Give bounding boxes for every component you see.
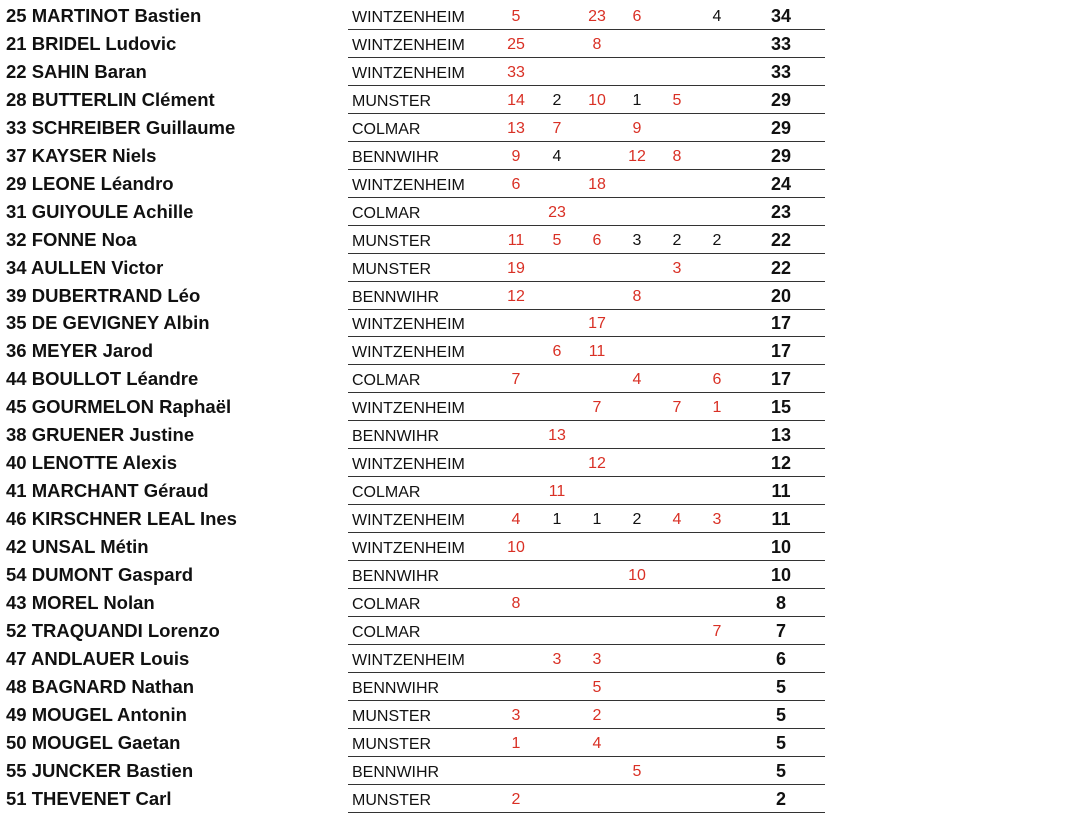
table-row [0, 115, 830, 143]
total-points: 10 [770, 537, 792, 558]
total-points: 22 [770, 257, 792, 278]
total-points: 33 [770, 33, 792, 54]
total-points: 34 [770, 6, 792, 26]
row-divider [348, 784, 825, 785]
club-name: WINTZENHEIM [352, 64, 465, 82]
points-cell: 33 [507, 63, 525, 81]
total-points: 20 [770, 285, 792, 306]
points-cell: 2 [592, 706, 602, 724]
club-name: COLMAR [352, 204, 421, 222]
athlete-name: 54 DUMONT Gaspard [6, 564, 194, 585]
points-cell: 1 [712, 399, 722, 417]
row-divider [348, 728, 825, 729]
table-row [0, 31, 830, 59]
points-cell: 14 [507, 91, 525, 109]
points-cell: 7 [712, 622, 722, 640]
row-divider [348, 225, 825, 226]
table-row [0, 199, 830, 227]
total-points: 29 [770, 145, 792, 166]
points-cell: 8 [672, 147, 682, 165]
points-cell: 4 [552, 147, 562, 165]
athlete-name: 29 LEONE Léandro [6, 172, 174, 194]
total-points: 29 [770, 117, 792, 138]
athlete-name: 34 AULLEN Victor [6, 256, 164, 278]
athlete-name: 44 BOULLOT Léandre [6, 368, 199, 390]
athlete-name: 32 FONNE Noa [6, 228, 137, 250]
points-cell: 8 [592, 35, 602, 53]
club-name: WINTZENHEIM [352, 316, 465, 334]
club-name: MUNSTER [352, 735, 432, 753]
points-cell: 5 [552, 231, 562, 249]
points-cell: 4 [672, 511, 682, 529]
total-points: 24 [770, 173, 792, 194]
row-divider [348, 113, 825, 114]
club-name: MUNSTER [352, 232, 432, 250]
athlete-name: 51 THEVENET Carl [6, 787, 172, 809]
points-cell: 6 [632, 8, 642, 25]
athlete-name: 55 JUNCKER Bastien [6, 759, 194, 781]
table-row [0, 506, 830, 534]
club-name: WINTZENHEIM [352, 400, 465, 418]
club-name: COLMAR [352, 120, 421, 138]
total-points: 17 [770, 369, 792, 390]
row-divider [348, 560, 825, 561]
table-row [0, 422, 830, 450]
club-name: MUNSTER [352, 707, 432, 725]
table-row [0, 59, 830, 87]
points-cell: 2 [712, 231, 722, 249]
points-cell: 4 [511, 511, 521, 529]
total-points: 11 [771, 481, 791, 502]
club-name: COLMAR [352, 372, 421, 390]
points-cell: 12 [507, 287, 525, 305]
total-points: 5 [775, 760, 786, 781]
row-divider [348, 197, 825, 198]
total-points: 6 [775, 648, 786, 669]
athlete-name: 48 BAGNARD Nathan [6, 675, 195, 697]
row-divider [348, 588, 825, 589]
row-divider [348, 700, 825, 701]
total-points: 8 [775, 592, 786, 613]
points-cell: 1 [632, 91, 642, 109]
table-row [0, 674, 830, 702]
points-cell: 5 [592, 678, 602, 696]
points-cell: 10 [628, 567, 646, 584]
club-name: WINTZENHEIM [352, 344, 465, 362]
points-cell: 11 [548, 483, 566, 501]
total-points: 17 [770, 341, 792, 362]
club-name: MUNSTER [352, 260, 432, 278]
row-divider [348, 141, 825, 142]
row-divider [348, 616, 825, 617]
club-name: WINTZENHEIM [352, 651, 465, 669]
row-divider [348, 420, 825, 421]
athlete-name: 25 MARTINOT Bastien [6, 5, 202, 26]
athlete-name: 38 GRUENER Justine [6, 424, 195, 446]
athlete-name: 52 TRAQUANDI Lorenzo [6, 619, 220, 641]
total-points: 11 [771, 509, 791, 530]
athlete-name: 42 UNSAL Métin [6, 536, 149, 558]
points-cell: 23 [548, 203, 566, 221]
table-row [0, 87, 830, 115]
athlete-name: 36 MEYER Jarod [6, 340, 154, 362]
total-points: 33 [770, 61, 792, 82]
club-name: MUNSTER [352, 92, 432, 110]
total-points: 22 [770, 229, 792, 250]
table-row [0, 338, 830, 366]
table-row [0, 618, 830, 646]
total-points: 10 [770, 565, 792, 585]
athlete-name: 21 BRIDEL Ludovic [6, 32, 177, 54]
points-cell: 19 [507, 259, 525, 277]
points-cell: 7 [511, 371, 521, 389]
points-cell: 4 [592, 734, 602, 752]
club-name: BENNWIHR [352, 148, 440, 166]
points-cell: 2 [552, 91, 562, 109]
points-cell: 25 [507, 35, 525, 53]
table-row [0, 758, 830, 786]
table-row [0, 310, 830, 338]
points-cell: 3 [632, 231, 642, 249]
row-divider [348, 392, 825, 393]
athlete-name: 31 GUIYOULE Achille [6, 200, 194, 222]
row-divider [348, 253, 825, 254]
athlete-name: 28 BUTTERLIN Clément [6, 88, 215, 110]
athlete-name: 45 GOURMELON Raphaël [6, 396, 232, 418]
club-name: BENNWIHR [352, 288, 440, 306]
points-cell: 1 [511, 734, 521, 752]
table-row [0, 143, 830, 171]
row-divider [348, 532, 825, 533]
row-divider [348, 85, 825, 86]
row-divider [348, 309, 825, 310]
table-row [0, 478, 830, 506]
table-row [0, 3, 830, 31]
points-cell: 7 [592, 399, 602, 417]
athlete-name: 22 SAHIN Baran [6, 60, 147, 82]
athlete-name: 47 ANDLAUER Louis [6, 647, 190, 669]
points-cell: 10 [588, 91, 606, 109]
points-cell: 17 [588, 315, 606, 333]
total-points: 15 [770, 397, 792, 418]
table-row [0, 702, 830, 730]
total-points: 13 [770, 425, 792, 446]
athlete-name: 39 DUBERTRAND Léo [6, 284, 201, 306]
points-cell: 3 [552, 650, 562, 668]
points-cell: 3 [592, 650, 602, 668]
row-divider [348, 756, 825, 757]
points-cell: 5 [672, 91, 682, 109]
club-name: MUNSTER [352, 791, 432, 809]
row-divider [348, 336, 825, 337]
table-row [0, 590, 830, 618]
table-row [0, 394, 830, 422]
table-row [0, 562, 830, 590]
total-points: 7 [775, 620, 786, 641]
row-divider [348, 281, 825, 282]
points-cell: 3 [511, 706, 521, 724]
athlete-name: 43 MOREL Nolan [6, 591, 155, 613]
points-cell: 23 [588, 8, 606, 25]
total-points: 12 [770, 453, 792, 474]
points-cell: 3 [712, 511, 722, 529]
points-cell: 11 [588, 343, 606, 361]
athlete-name: 49 MOUGEL Antonin [6, 703, 187, 725]
row-divider [348, 364, 825, 365]
table-row [0, 366, 830, 394]
club-name: COLMAR [352, 484, 421, 502]
athlete-name: 40 LENOTTE Alexis [6, 452, 178, 474]
points-cell: 7 [552, 119, 562, 137]
club-name: COLMAR [352, 623, 421, 641]
club-name: WINTZENHEIM [352, 176, 465, 194]
total-points: 29 [770, 89, 792, 110]
points-cell: 10 [507, 539, 525, 557]
row-divider [348, 812, 825, 813]
table-row [0, 450, 830, 478]
points-cell: 2 [632, 511, 642, 529]
points-cell: 1 [592, 511, 602, 529]
points-cell: 12 [628, 147, 646, 165]
club-name: BENNWIHR [352, 763, 440, 781]
club-name: WINTZENHEIM [352, 540, 465, 558]
table-row [0, 786, 830, 814]
points-cell: 5 [511, 8, 521, 25]
row-divider [348, 169, 825, 170]
table-row [0, 730, 830, 758]
points-cell: 8 [511, 594, 521, 612]
points-cell: 2 [511, 790, 521, 808]
club-name: WINTZENHEIM [352, 456, 465, 474]
club-name: WINTZENHEIM [352, 9, 465, 26]
points-cell: 11 [507, 231, 525, 249]
table-row [0, 171, 830, 199]
row-divider [348, 476, 825, 477]
total-points: 17 [770, 313, 792, 334]
points-cell: 6 [712, 371, 722, 389]
athlete-name: 37 KAYSER Niels [6, 144, 157, 166]
row-divider [348, 672, 825, 673]
row-divider [348, 644, 825, 645]
points-cell: 6 [552, 343, 562, 361]
points-cell: 13 [548, 427, 566, 445]
club-name: COLMAR [352, 595, 421, 613]
points-cell: 4 [632, 371, 642, 389]
total-points: 5 [775, 676, 786, 697]
row-divider [348, 29, 825, 30]
points-cell: 13 [507, 119, 525, 137]
table-row [0, 227, 830, 255]
points-cell: 1 [552, 511, 562, 529]
table-row [0, 534, 830, 562]
row-divider [348, 504, 825, 505]
table-row [0, 255, 830, 283]
points-cell: 2 [672, 231, 682, 249]
total-points: 2 [775, 788, 786, 809]
points-cell: 3 [672, 259, 682, 277]
row-divider [348, 57, 825, 58]
athlete-name: 35 DE GEVIGNEY Albin [6, 312, 210, 334]
points-cell: 6 [592, 231, 602, 249]
athlete-name: 50 MOUGEL Gaetan [6, 731, 181, 753]
points-cell: 9 [632, 119, 642, 137]
points-cell: 8 [632, 287, 642, 305]
club-name: WINTZENHEIM [352, 512, 465, 530]
club-name: BENNWIHR [352, 428, 440, 446]
points-cell: 9 [511, 147, 521, 165]
athlete-name: 46 KIRSCHNER LEAL Ines [6, 508, 237, 530]
athlete-name: 41 MARCHANT Géraud [6, 480, 209, 502]
total-points: 5 [775, 704, 786, 725]
club-name: BENNWIHR [352, 568, 440, 585]
row-divider [348, 448, 825, 449]
club-name: BENNWIHR [352, 679, 440, 697]
points-cell: 7 [672, 399, 682, 417]
points-cell: 12 [588, 455, 606, 473]
total-points: 23 [770, 201, 792, 222]
athlete-name: 33 SCHREIBER Guillaume [6, 116, 236, 138]
club-name: WINTZENHEIM [352, 36, 465, 54]
points-cell: 18 [588, 175, 606, 193]
total-points: 5 [775, 732, 786, 753]
points-cell: 5 [632, 762, 642, 780]
table-row [0, 283, 830, 311]
points-cell: 6 [511, 175, 521, 193]
table-row [0, 646, 830, 674]
points-cell: 4 [712, 8, 722, 25]
